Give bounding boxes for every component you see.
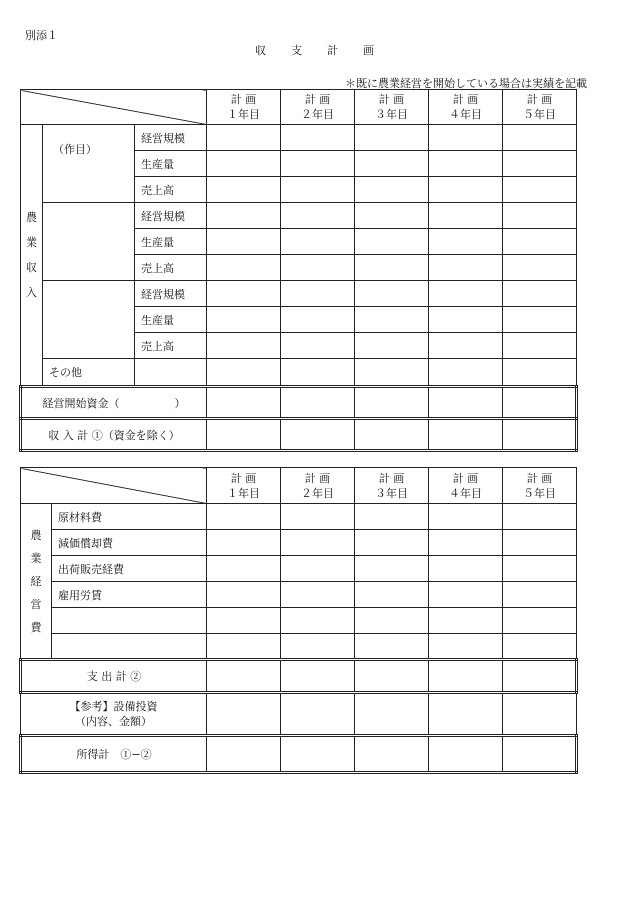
data-cell[interactable] [503,736,577,773]
data-cell[interactable] [503,203,577,229]
data-cell[interactable] [429,660,503,693]
data-cell[interactable] [355,255,429,281]
income-table [19,89,578,452]
data-cell[interactable] [355,660,429,693]
data-cell[interactable] [503,660,577,693]
data-cell[interactable] [355,333,429,359]
row-label-startup-funds: 経営開始資金（ ） [21,387,207,419]
data-cell[interactable] [207,255,281,281]
data-cell[interactable] [207,582,281,608]
data-cell[interactable] [429,736,503,773]
data-cell[interactable] [429,203,503,229]
data-cell[interactable] [207,281,281,307]
data-cell[interactable] [503,530,577,556]
data-cell[interactable] [503,307,577,333]
row-label-production: 生産量 [135,151,207,177]
data-cell[interactable] [207,419,281,451]
row-label-blank[interactable] [52,634,207,660]
data-cell[interactable] [355,307,429,333]
data-cell[interactable] [207,203,281,229]
data-cell[interactable] [355,151,429,177]
income-group-label: 農 業 収 入 [21,125,43,387]
data-cell[interactable] [135,359,207,387]
data-cell[interactable] [503,255,577,281]
data-cell[interactable] [503,608,577,634]
data-cell[interactable] [207,660,281,693]
year-header-2: 計 画 ２年目 [281,468,355,504]
data-cell[interactable] [355,504,429,530]
data-cell[interactable] [355,281,429,307]
row-label-sales: 売上高 [135,177,207,203]
data-cell[interactable] [503,125,577,151]
row-label-sales: 売上高 [135,333,207,359]
data-cell[interactable] [355,177,429,203]
row-label-labor: 雇用労賃 [52,582,207,608]
data-cell[interactable] [429,530,503,556]
data-cell[interactable] [429,333,503,359]
data-cell[interactable] [355,125,429,151]
data-cell[interactable] [281,556,355,582]
data-cell[interactable] [207,359,281,387]
data-cell[interactable] [429,229,503,255]
page-title: 収 支 計 画 [255,44,375,57]
year-header-4: 計 画 ４年目 [429,90,503,125]
data-cell[interactable] [355,387,429,419]
row-label-income-total: 所得計 ①−② [21,736,207,773]
data-cell[interactable] [281,634,355,660]
data-cell[interactable] [281,307,355,333]
row-label-shipping: 出荷販売経費 [52,556,207,582]
row-label-expense-total: 支 出 計 ② [21,660,207,693]
data-cell[interactable] [207,151,281,177]
data-cell[interactable] [281,608,355,634]
data-cell[interactable] [503,151,577,177]
data-cell[interactable] [429,504,503,530]
data-cell[interactable] [355,229,429,255]
data-cell[interactable] [207,229,281,255]
expense-group-label: 農 業 経 営 費 [21,504,52,660]
data-cell[interactable] [429,556,503,582]
data-cell[interactable] [503,281,577,307]
data-cell[interactable] [355,582,429,608]
row-label-scale: 経営規模 [135,203,207,229]
data-cell[interactable] [281,582,355,608]
year-header-5: 計 画 ５年目 [503,90,577,125]
year-header-2: 計 画 ２年目 [281,90,355,125]
data-cell[interactable] [281,151,355,177]
data-cell[interactable] [207,530,281,556]
year-header-3: 計 画 ３年目 [355,90,429,125]
data-cell[interactable] [207,504,281,530]
year-header-5: 計 画 ５年目 [503,468,577,504]
data-cell[interactable] [429,177,503,203]
data-cell[interactable] [207,177,281,203]
data-cell[interactable] [207,693,281,736]
data-cell[interactable] [281,504,355,530]
data-cell[interactable] [429,608,503,634]
data-cell[interactable] [355,608,429,634]
row-label-scale: 経営規模 [135,281,207,307]
data-cell[interactable] [281,419,355,451]
data-cell[interactable] [429,387,503,419]
crop-name-cell[interactable]: （作目） [43,125,135,203]
row-label-other: その他 [43,359,135,387]
data-cell[interactable] [355,419,429,451]
data-cell[interactable] [503,177,577,203]
data-cell[interactable] [281,255,355,281]
row-label-scale: 経営規模 [135,125,207,151]
row-label-income-total: 収 入 計 ①（資金を除く） [21,419,207,451]
data-cell[interactable] [503,504,577,530]
data-cell[interactable] [281,229,355,255]
data-cell[interactable] [207,387,281,419]
data-cell[interactable] [281,281,355,307]
expense-table [19,467,578,774]
data-cell[interactable] [207,307,281,333]
data-cell[interactable] [355,530,429,556]
data-cell[interactable] [207,608,281,634]
data-cell[interactable] [429,281,503,307]
data-cell[interactable] [355,359,429,387]
data-cell[interactable] [429,151,503,177]
data-cell[interactable] [281,736,355,773]
data-cell[interactable] [503,229,577,255]
row-label-blank[interactable] [52,608,207,634]
header-diagonal-cell [21,90,207,125]
row-label-depreciation: 減価償却費 [52,530,207,556]
data-cell[interactable] [355,736,429,773]
data-cell[interactable] [355,693,429,736]
data-cell[interactable] [503,387,577,419]
data-cell[interactable] [281,203,355,229]
year-header-3: 計 画 ３年目 [355,468,429,504]
data-cell[interactable] [503,693,577,736]
data-cell[interactable] [281,359,355,387]
row-label-sales: 売上高 [135,255,207,281]
year-header-1: 計 画 １年目 [207,90,281,125]
data-cell[interactable] [503,359,577,387]
data-cell[interactable] [207,556,281,582]
row-label-equipment-investment: 【参考】設備投資 （内容、金額） [21,693,207,736]
data-cell[interactable] [281,177,355,203]
data-cell[interactable] [429,359,503,387]
data-cell[interactable] [281,387,355,419]
data-cell[interactable] [429,307,503,333]
crop-name-cell[interactable] [43,281,135,359]
data-cell[interactable] [429,419,503,451]
data-cell[interactable] [503,634,577,660]
row-label-production: 生産量 [135,229,207,255]
crop-name-cell[interactable] [43,203,135,281]
data-cell[interactable] [355,556,429,582]
data-cell[interactable] [207,736,281,773]
data-cell[interactable] [503,333,577,359]
data-cell[interactable] [281,530,355,556]
data-cell[interactable] [355,634,429,660]
data-cell[interactable] [429,693,503,736]
data-cell[interactable] [355,203,429,229]
data-cell[interactable] [281,660,355,693]
row-label-production: 生産量 [135,307,207,333]
data-cell[interactable] [503,419,577,451]
note-text: ＊既に農業経営を開始している場合は実績を記載 [345,77,587,90]
header-diagonal-cell [21,468,207,504]
year-header-1: 計 画 １年目 [207,468,281,504]
data-cell[interactable] [281,693,355,736]
data-cell[interactable] [503,582,577,608]
row-label-materials: 原材料費 [52,504,207,530]
data-cell[interactable] [429,582,503,608]
attachment-label: 別添１ [25,29,58,42]
data-cell[interactable] [207,333,281,359]
data-cell[interactable] [429,634,503,660]
data-cell[interactable] [281,125,355,151]
data-cell[interactable] [429,255,503,281]
year-header-4: 計 画 ４年目 [429,468,503,504]
data-cell[interactable] [429,125,503,151]
data-cell[interactable] [207,634,281,660]
data-cell[interactable] [207,125,281,151]
data-cell[interactable] [503,556,577,582]
data-cell[interactable] [281,333,355,359]
